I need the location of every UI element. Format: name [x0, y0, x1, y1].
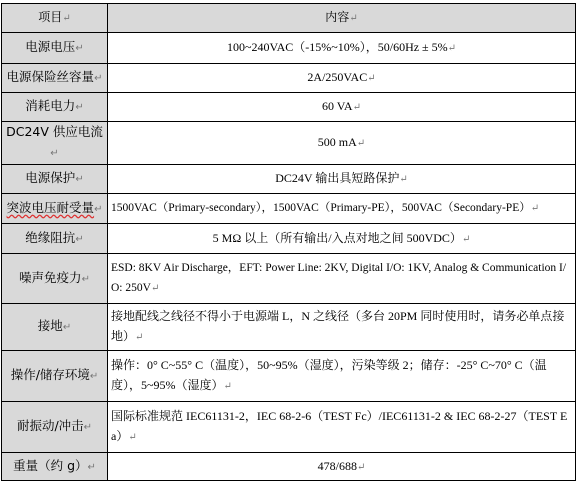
row-label: 突波电压耐受量↵ — [2, 194, 108, 224]
paragraph-mark-icon: ↵ — [50, 148, 59, 159]
row-label: 电源保护↵ — [2, 165, 108, 194]
row-label: 操作/储存环境↵ — [2, 351, 108, 402]
row-label: 消耗电力↵ — [2, 93, 108, 122]
paragraph-mark-icon: ↵ — [94, 203, 103, 215]
row-label: DC24V 供应电流↵ — [2, 122, 108, 165]
header-content — [108, 4, 576, 33]
paragraph-mark-icon: ↵ — [62, 322, 72, 333]
row-value: 1500VAC（Primary-secondary），1500VAC（Primary-PE），500VAC（Secondary-PE）↵ — [108, 194, 576, 224]
paragraph-mark-icon: ↵ — [128, 432, 137, 443]
paragraph-mark-icon: ↵ — [447, 43, 457, 54]
table-row — [2, 402, 576, 453]
paragraph-mark-icon: ↵ — [75, 102, 84, 113]
paragraph-mark-icon: ↵ — [94, 73, 103, 84]
paragraph-mark-icon: ↵ — [87, 461, 96, 473]
paragraph-mark-icon: ↵ — [75, 233, 84, 245]
paragraph-mark-icon: ↵ — [356, 138, 366, 149]
row-label: 噪声免疫力↵ — [2, 254, 108, 304]
row-value: DC24V 输出具短路保护↵ — [108, 165, 576, 194]
row-label: 耐振动/冲击↵ — [2, 402, 108, 453]
paragraph-mark-icon: ↵ — [62, 13, 71, 24]
paragraph-mark-icon: ↵ — [83, 422, 93, 433]
paragraph-mark-icon: ↵ — [399, 174, 408, 185]
paragraph-mark-icon: ↵ — [81, 273, 90, 285]
row-value: 100~240VAC（-15%~10%），50/60Hz ± 5%↵ — [108, 33, 576, 64]
header-item-text: 项目 — [38, 10, 63, 24]
paragraph-mark-icon: ↵ — [89, 371, 99, 382]
row-label: 电源电压↵ — [2, 33, 108, 64]
row-label: 绝缘阻抗↵ — [2, 224, 108, 254]
row-value: 接地配线之线径不得小于电源端 L，N 之线径（多台 20PM 同时使用时，请务必单点接地）↵ — [108, 304, 576, 351]
paragraph-mark-icon: ↵ — [352, 102, 361, 113]
paragraph-mark-icon: ↵ — [349, 13, 358, 24]
table-row — [2, 453, 576, 481]
table-row — [2, 351, 576, 402]
row-value: 国际标准规范 IEC61131-2，IEC 68-2-6（TEST Fc）/IEC61131-2 & IEC 68-2-27（TEST Ea）↵ — [108, 402, 576, 453]
row-value: 60 VA↵ — [108, 93, 576, 122]
paragraph-mark-icon: ↵ — [135, 332, 144, 343]
row-label: 电源保险丝容量↵ — [2, 64, 108, 93]
paragraph-mark-icon: ↵ — [356, 461, 366, 473]
table-row — [2, 254, 576, 304]
table-row — [2, 194, 576, 224]
table-row — [2, 122, 576, 165]
paragraph-mark-icon: ↵ — [75, 174, 84, 185]
table-row — [2, 224, 576, 254]
row-value: 2A/250VAC↵ — [108, 64, 576, 93]
row-label: 接地↵ — [2, 304, 108, 351]
paragraph-mark-icon: ↵ — [223, 381, 232, 392]
paragraph-mark-icon: ↵ — [150, 283, 160, 294]
paragraph-mark-icon: ↵ — [461, 233, 471, 245]
row-value: 500 mA↵ — [108, 122, 576, 165]
paragraph-mark-icon: ↵ — [75, 43, 84, 54]
row-value: 5 MΩ 以上（所有输出/入点对地之间 500VDC）↵ — [108, 224, 576, 254]
row-value: 478/688↵ — [108, 453, 576, 481]
header-content-text: 内容 — [325, 10, 350, 24]
table-row — [2, 64, 576, 93]
table-row — [2, 304, 576, 351]
spec-table — [1, 3, 576, 481]
row-label: 重量（约 g）↵ — [2, 453, 108, 481]
paragraph-mark-icon: ↵ — [367, 73, 376, 84]
table-row — [2, 165, 576, 194]
table-row — [2, 33, 576, 64]
table-header-row — [2, 4, 576, 33]
header-item — [2, 4, 108, 33]
table-row — [2, 93, 576, 122]
paragraph-mark-icon: ↵ — [530, 203, 540, 214]
row-value: 操作：0° C~55° C（温度），50~95%（湿度），污染等级 2；储存：-25° C~70° C（温度），5~95%（湿度）↵ — [108, 351, 576, 402]
row-value: ESD: 8KV Air Discharge，EFT: Power Line: 2KV, Digital I/O: 1KV, Analog & Communication I/O: 250V↵ — [108, 254, 576, 304]
